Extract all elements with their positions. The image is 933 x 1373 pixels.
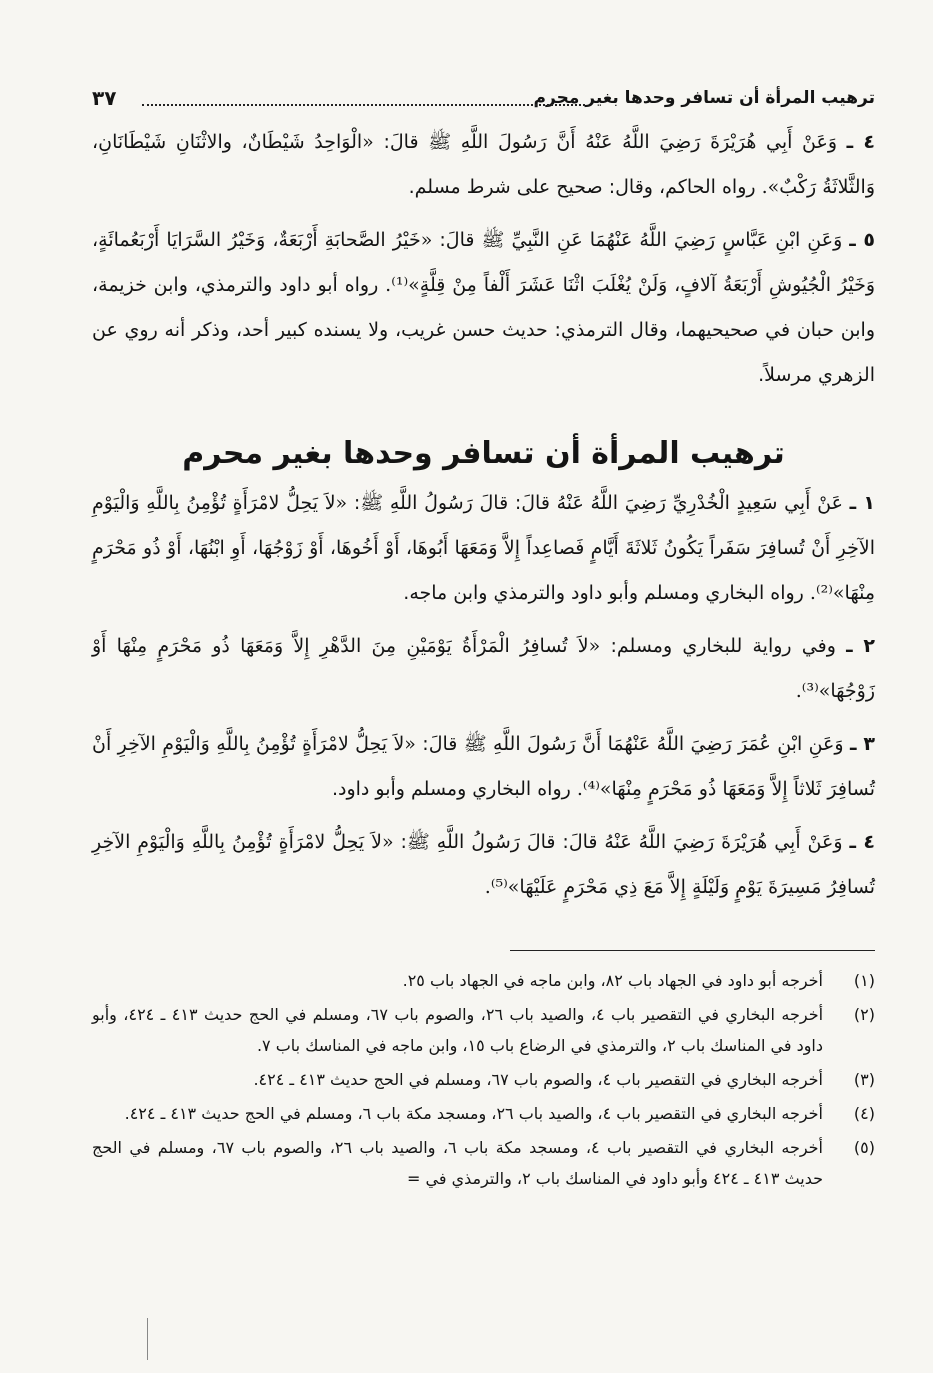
- hadith-source: رواه الحاكم، وقال: صحيح على شرط مسلم.: [408, 176, 756, 198]
- hadith-number: ٤ ـ: [849, 831, 876, 853]
- header-dot-leader: [142, 94, 585, 106]
- hadith-source: رواه البخاري ومسلم وأبو داود والترمذي وابن ماجه.: [403, 582, 804, 604]
- footnote-divider: [510, 950, 875, 951]
- footnote-text: أخرجه أبو داود في الجهاد باب ٨٢، وابن ماجه في الجهاد باب ٢٥.: [402, 971, 823, 990]
- running-header: [92, 88, 875, 120]
- footnote-number: (٤): [853, 1104, 875, 1123]
- hadith-paragraph: [92, 722, 875, 812]
- hadith-paragraph: [92, 624, 875, 714]
- hadith-source: رواه أبو داود والترمذي، وابن خزيمة، وابن حبان في صحيحيهما، وقال الترمذي: حديث حسن غريب، ولا يسنده كبير أحد، وذكر أنه روي عن الزهري مرسلاً.: [92, 274, 875, 386]
- footnote-number: (٣): [853, 1070, 875, 1089]
- hadith-quote: «الْوَاحِدُ شَيْطَانٌ، والاثْنَانِ شَيْطَانَانِ، وَالثَّلاثَةُ رَكْبٌ».: [92, 131, 875, 198]
- footnote: [92, 999, 875, 1061]
- margin-mark: [147, 1318, 148, 1360]
- footnote: [92, 965, 875, 996]
- hadith-quote: «لاَ يَحِلُّ لامْرَأَةٍ تُؤْمِنُ بِاللَّهِ وَالْيَوْمِ الآخِرِ أَنْ تُسافِرَ ثَلاثاً إِلاَّ وَمَعَهَا ذُو مَحْرَمٍ مِنْهَا»⁽⁴⁾.: [92, 733, 875, 800]
- footnote: [92, 1132, 875, 1194]
- hadith-quote: «لاَ تُسافِرُ الْمَرْأَةُ يَوْمَيْنِ مِنَ الدَّهْرِ إِلاَّ وَمَعَهَا ذُو مَحْرَمٍ مِنْهَا أَوْ زَوْجُهَا»⁽³⁾.: [92, 635, 875, 702]
- footnote-number: (٥): [853, 1138, 875, 1157]
- footnote: [92, 1098, 875, 1129]
- hadith-number: ٤ ـ: [846, 131, 875, 153]
- hadith-paragraph: [92, 120, 875, 210]
- hadith-paragraph: [92, 481, 875, 616]
- hadith-narration: وَعَنِ ابْنِ عُمَرَ رَضِيَ اللَّهُ عَنْهُمَا أَنَّ رَسُولَ اللَّهِ ﷺ قالَ:: [422, 733, 844, 755]
- footnote-text: أخرجه البخاري في التقصير باب ٤، والصيد باب ٢٦، ومسجد مكة باب ٦، ومسلم في الحج حديث ٤١٣ ـ ٤٢٤.: [124, 1104, 823, 1123]
- footnote: [92, 1064, 875, 1095]
- hadith-quote: «خَيْرُ الصَّحابَةِ أَرْبَعَةٌ، وَخَيْرُ السَّرَايَا أَرْبَعُمائَةٍ، وَخَيْرُ الْجُيُوشِ أَرْبَعَةُ آلافٍ، وَلَنْ يُغْلَبَ اثْنَا عَشَرَ أَلْفاً مِنْ قِلَّةٍ»⁽¹⁾.: [92, 229, 875, 296]
- section-title: ترهيب المرأة أن تسافر وحدها بغير محرم: [182, 436, 785, 471]
- hadith-paragraph: [92, 820, 875, 910]
- page-number: ٣٧: [92, 86, 117, 110]
- hadith-quote: «لاَ يَحِلُّ لامْرَأَةٍ تُؤْمِنُ بِاللَّهِ وَالْيَوْمِ الآخِرِ أَنْ تُسافِرَ سَفَراً يَكُونُ ثَلاثَةَ أَيَّامٍ فَصاعِداً إِلاَّ وَمَعَهَا أَبُوهَا، أَوْ أَخُوهَا، أَوْ زَوْجُهَا، أَوِ ابْنُهَا، أَوْ ذُو مَحْرَمٍ مِنْهَا»⁽²⁾.: [92, 492, 875, 604]
- footnote-text: أخرجه البخاري في التقصير باب ٤، ومسجد مكة باب ٦، والصيد باب ٢٦، والصوم باب ٦٧، ومسلم في الحج حديث ٤١٣ ـ ٤٢٤ وأبو داود في المناسك باب ٢، والترمذي في =: [92, 1138, 823, 1188]
- hadith-paragraph: [92, 218, 875, 398]
- hadith-narration: وَعَنِ ابْنِ عَبَّاسٍ رَضِيَ اللَّهُ عَنْهُمَا عَنِ النَّبِيِّ ﷺ قالَ:: [439, 229, 843, 251]
- hadith-narration: وفي رواية للبخاري ومسلم:: [610, 635, 836, 657]
- footnote-text: أخرجه البخاري في التقصير باب ٤، والصوم باب ٦٧، ومسلم في الحج حديث ٤١٣ ـ ٤٢٤.: [253, 1070, 823, 1089]
- hadith-quote: «لاَ يَحِلُّ لامْرَأَةٍ تُؤْمِنُ بِاللَّهِ وَالْيَوْمِ الآخِرِ تُسافِرُ مَسِيرَةَ يَوْمٍ وَلَيْلَةٍ إِلاَّ مَعَ ذِي مَحْرَمٍ عَلَيْهَا»⁽⁵⁾.: [92, 831, 875, 898]
- footnote-number: (١): [853, 971, 875, 990]
- footnote-number: (٢): [853, 1005, 875, 1024]
- hadith-number: ٣ ـ: [849, 733, 875, 755]
- footnote-text: أخرجه البخاري في التقصير باب ٤، والصيد باب ٢٦، والصوم باب ٦٧، ومسلم في الحج حديث ٤١٣ ـ ٤٢٤، وأبو داود في المناسك باب ٢، والترمذي في الرضاع باب ١٥، وابن ماجه في المناسك باب ٧.: [92, 1005, 824, 1055]
- running-header-title: ترهيب المرأة أن تسافر وحدها بغير محرم: [533, 88, 875, 108]
- hadith-narration: عَنْ أَبِي سَعِيدٍ الْخُدْرِيِّ رَضِيَ اللَّهُ عَنْهُ قالَ: قالَ رَسُولُ اللَّهِ ﷺ:: [353, 492, 843, 514]
- hadith-source: رواه البخاري ومسلم وأبو داود.: [331, 778, 571, 800]
- hadith-narration: وَعَنْ أَبِي هُرَيْرَةَ رَضِيَ اللَّهُ عَنْهُ قالَ: قالَ رَسُولُ اللَّهِ ﷺ:: [400, 831, 843, 853]
- hadith-narration: وَعَنْ أَبِي هُرَيْرَةَ رَضِيَ اللَّهُ عَنْهُ أَنَّ رَسُولَ اللَّهِ ﷺ قالَ:: [383, 131, 838, 153]
- hadith-number: ٢ ـ: [846, 635, 876, 657]
- hadith-number: ٥ ـ: [849, 229, 876, 251]
- hadith-number: ١ ـ: [849, 492, 875, 514]
